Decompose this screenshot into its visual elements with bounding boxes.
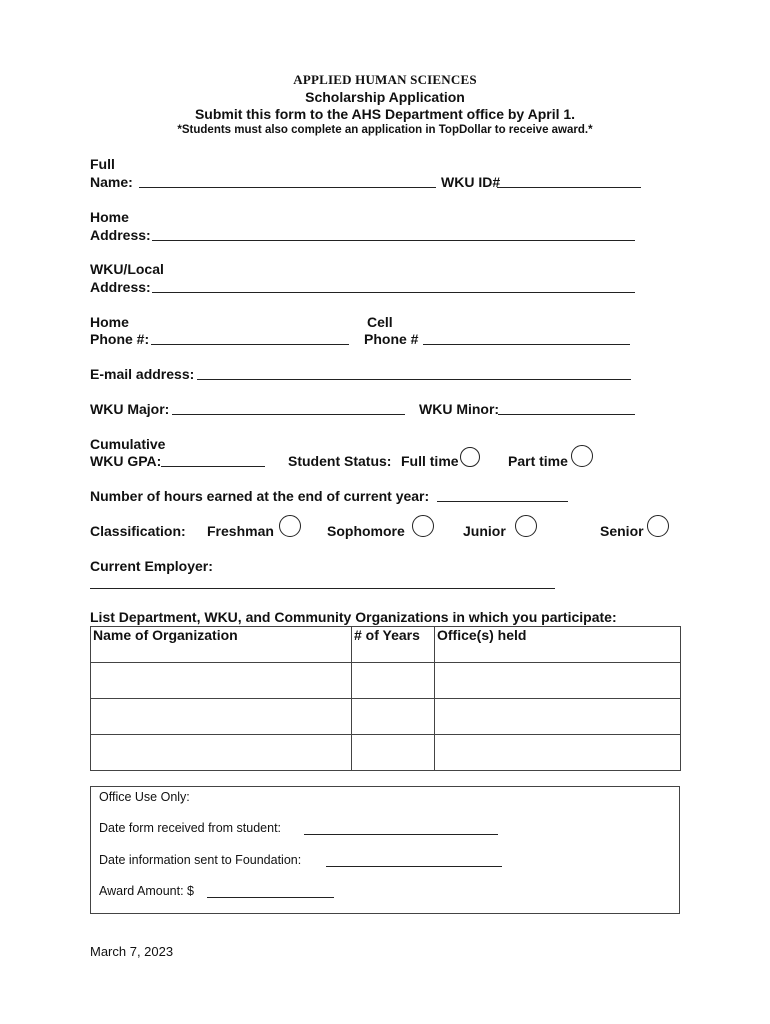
table-row xyxy=(91,699,681,735)
office-use-title: Office Use Only: xyxy=(99,790,190,804)
full-name-field[interactable] xyxy=(139,187,436,188)
gpa-field[interactable] xyxy=(161,466,265,467)
organizations-heading: List Department, WKU, and Community Organizations in which you participate: xyxy=(90,609,617,625)
sophomore-label: Sophomore xyxy=(327,523,405,539)
home-phone-label-line1: Home xyxy=(90,314,129,330)
cell-phone-label-line1: Cell xyxy=(367,314,393,330)
organizations-table xyxy=(90,626,681,771)
form-title: Scholarship Application xyxy=(305,89,465,105)
senior-label: Senior xyxy=(600,523,644,539)
offices-held-cell[interactable] xyxy=(435,663,681,699)
current-employer-label: Current Employer: xyxy=(90,558,213,574)
full-name-label: Name: xyxy=(90,174,133,190)
hours-earned-label: Number of hours earned at the end of current year: xyxy=(90,488,430,504)
full-time-label: Full time xyxy=(401,453,459,469)
full-name-label-line1: Full xyxy=(90,156,115,172)
junior-label: Junior xyxy=(463,523,506,539)
local-address-field[interactable] xyxy=(152,292,635,293)
offices-held-cell[interactable] xyxy=(435,735,681,771)
column-header-organization: Name of Organization xyxy=(91,627,352,663)
topdollar-note: *Students must also complete an application in TopDollar to receive award.* xyxy=(177,124,593,136)
date-sent-field[interactable] xyxy=(326,866,502,867)
revision-date: March 7, 2023 xyxy=(90,944,174,959)
offices-held-cell[interactable] xyxy=(435,699,681,735)
student-status-label: Student Status: xyxy=(288,453,392,469)
years-cell[interactable] xyxy=(352,735,435,771)
sophomore-radio[interactable] xyxy=(412,515,434,537)
minor-field[interactable] xyxy=(498,414,635,415)
wku-id-field[interactable] xyxy=(497,187,641,188)
major-field[interactable] xyxy=(172,414,405,415)
office-use-box xyxy=(90,786,680,914)
cell-phone-label: Phone # xyxy=(364,331,419,347)
current-employer-field[interactable] xyxy=(90,588,555,589)
home-phone-label: Phone #: xyxy=(90,331,150,347)
hours-earned-field[interactable] xyxy=(437,501,568,502)
home-phone-field[interactable] xyxy=(151,344,349,345)
date-sent-label: Date information sent to Foundation: xyxy=(99,853,302,867)
column-header-offices: Office(s) held xyxy=(435,627,681,663)
gpa-label-line1: Cumulative xyxy=(90,436,166,452)
home-address-label: Address: xyxy=(90,227,151,243)
organizations-header-row xyxy=(91,627,681,663)
column-header-years: # of Years xyxy=(352,627,435,663)
senior-radio[interactable] xyxy=(647,515,669,537)
gpa-label: WKU GPA: xyxy=(90,453,162,469)
award-amount-field[interactable] xyxy=(207,897,334,898)
part-time-label: Part time xyxy=(508,453,568,469)
email-label: E-mail address: xyxy=(90,366,195,382)
part-time-radio[interactable] xyxy=(571,445,593,467)
award-amount-label: Award Amount: $ xyxy=(99,884,194,898)
date-received-field[interactable] xyxy=(304,834,498,835)
table-row xyxy=(91,663,681,699)
home-address-field[interactable] xyxy=(152,240,635,241)
minor-label: WKU Minor: xyxy=(419,401,500,417)
home-address-label-line1: Home xyxy=(90,209,129,225)
department-heading: APPLIED HUMAN SCIENCES xyxy=(293,72,477,87)
years-cell[interactable] xyxy=(352,663,435,699)
local-address-label: Address: xyxy=(90,279,151,295)
freshman-radio[interactable] xyxy=(279,515,301,537)
major-label: WKU Major: xyxy=(90,401,170,417)
date-received-label: Date form received from student: xyxy=(99,821,282,835)
email-field[interactable] xyxy=(197,379,631,380)
freshman-label: Freshman xyxy=(207,523,274,539)
wku-id-label: WKU ID# xyxy=(441,174,501,190)
organization-name-cell[interactable] xyxy=(91,663,352,699)
full-time-radio[interactable] xyxy=(460,447,480,467)
organization-name-cell[interactable] xyxy=(91,735,352,771)
junior-radio[interactable] xyxy=(515,515,537,537)
years-cell[interactable] xyxy=(352,699,435,735)
submission-instruction: Submit this form to the AHS Department office by April 1. xyxy=(194,106,576,122)
local-address-label-line1: WKU/Local xyxy=(90,261,164,277)
table-row xyxy=(91,735,681,771)
classification-label: Classification: xyxy=(90,523,186,539)
organization-name-cell[interactable] xyxy=(91,699,352,735)
cell-phone-field[interactable] xyxy=(423,344,630,345)
